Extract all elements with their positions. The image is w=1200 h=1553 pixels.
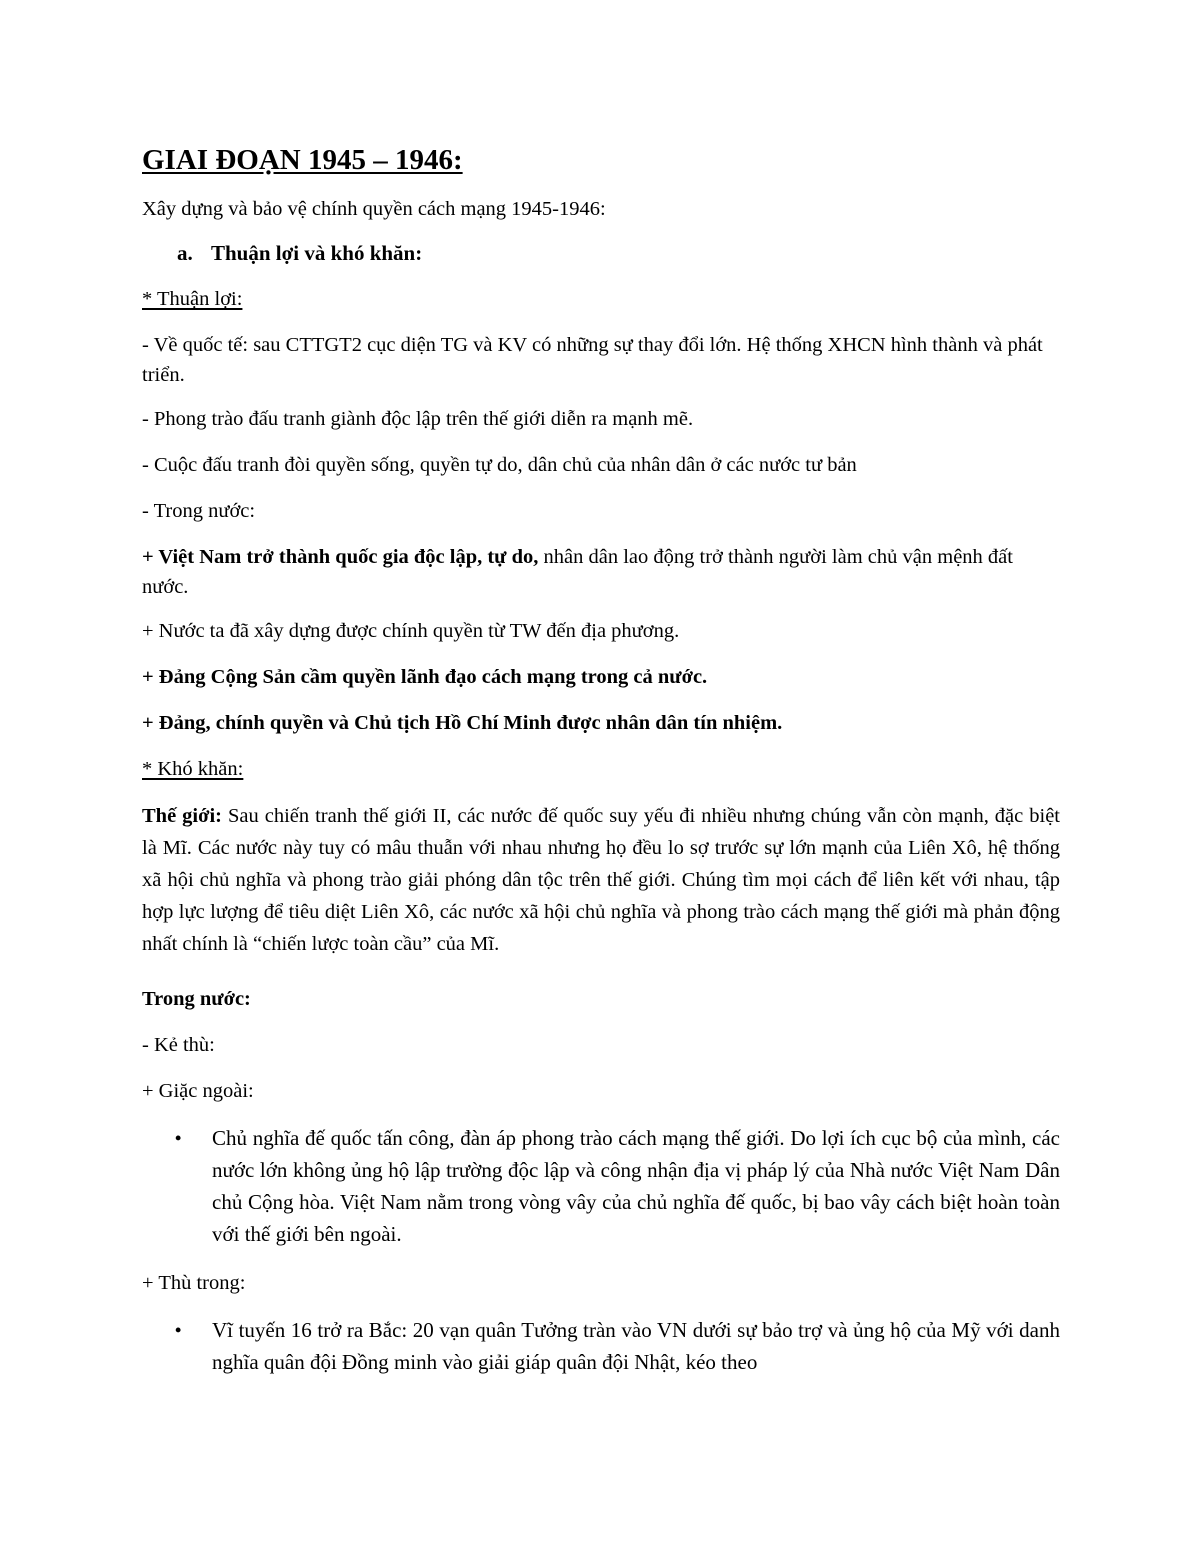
chinh-quyen-text: + Nước ta đã xây dựng được chính quyền từ TW đến địa phương. [142,620,680,642]
giac-ngoai-bullet-text: Chủ nghĩa đế quốc tấn công, đàn áp phong trào cách mạng thế giới. Do lợi ích cục bộ của mình, các nước lớn không ủng hộ lập trường độc lập và công nhận địa vị pháp lý của Nhà nước Việt Nam Dân chủ Cộng hòa. Việt Nam nằm trong vòng vây của chủ nghĩa đế quốc, bị bao vây cách biệt hoàn toàn với thế giới bên ngoài. [212,1126,1060,1246]
section-a-marker: a. [177,241,193,265]
document-body [142,140,1060,1378]
tin-nhiem-text: + Đảng, chính quyền và Chủ tịch Hồ Chí Minh được nhân dân tín nhiệm. [142,712,783,734]
the-gioi-paragraph [142,800,1060,960]
trong-nuoc-text: - Trong nước: [142,500,256,522]
quoc-te-text: - Về quốc tế: sau CTTGT2 cục diện TG và KV có những sự thay đổi lớn. Hệ thống XHCN hình thành và phát triển. [142,334,1043,386]
bullet-icon: • [175,1320,182,1340]
section-a-heading [142,238,1060,268]
giac-ngoai-text: + Giặc ngoài: [142,1080,254,1102]
phong-trao-text: - Phong trào đấu tranh giành độc lập trên thế giới diễn ra mạnh mẽ. [142,408,694,430]
intro-text: Xây dựng và bảo vệ chính quyền cách mạng 1945-1946: [142,198,606,220]
thu-trong-text: + Thù trong: [142,1272,246,1294]
list-item [142,1314,1060,1378]
the-gioi-text: Sau chiến tranh thế giới II, các nước đế quốc suy yếu đi nhiều nhưng chúng vẫn còn mạnh, đặc biệt là Mĩ. Các nước này tuy có mâu thuẫn với nhau nhưng họ đều lo sợ trước sự lớn mạnh của Liên Xô, hệ thống xã hội chủ nghĩa và phong trào giải phóng dân tộc trên thế giới. Chúng tìm mọi cách để liên kết với nhau, tập hợp lực lượng để tiêu diệt Liên Xô, các nước xã hội chủ nghĩa và phong trào cách mạng thế giới mà phản động nhất chính là “chiến lược toàn cầu” của Mĩ. [142,805,1060,955]
viet-nam-rest: nhân dân lao động trở thành người làm chủ vận mệnh đất nước. [142,546,1013,598]
thu-trong-bullet-text: Vĩ tuyến 16 trở ra Bắc: 20 vạn quân Tưởng tràn vào VN dưới sự bảo trợ và ủng hộ của Mỹ với danh nghĩa quân đội Đồng minh vào giải giáp quân đội Nhật, kéo theo [212,1318,1060,1374]
kho-khan-label: * Khó khăn: [142,758,244,780]
section-a-title: Thuận lợi và khó khăn: [211,241,423,265]
thuan-loi-label: * Thuận lợi: [142,288,243,310]
trong-nuoc-heading: Trong nước: [142,988,251,1010]
dang-cam-quyen-text: + Đảng Cộng Sản cầm quyền lãnh đạo cách mạng trong cả nước. [142,666,708,688]
page-title: GIAI ĐOẠN 1945 – 1946: [142,144,463,176]
viet-nam-bold: + Việt Nam trở thành quốc gia độc lập, tự do, [142,546,539,568]
list-item [142,1122,1060,1250]
the-gioi-label: Thế giới: [142,805,222,827]
bullet-icon: • [175,1128,182,1148]
viet-nam-doc-lap-text [142,542,1060,602]
ke-thu-text: - Kẻ thù: [142,1034,215,1056]
cuoc-dau-tranh-text: - Cuộc đấu tranh đòi quyền sống, quyền tự do, dân chủ của nhân dân ở các nước tư bản [142,454,857,476]
